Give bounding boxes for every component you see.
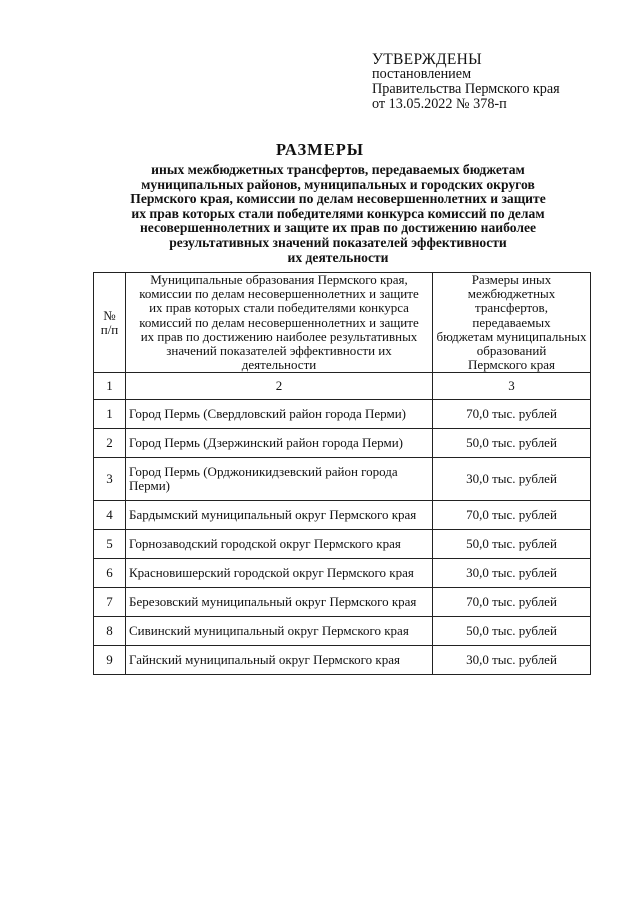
subtitle-line: несовершеннолетних и защите их прав по достижению наиболее: [139, 220, 537, 236]
table-header-row: [94, 273, 591, 373]
row-number: 3: [94, 458, 126, 501]
column-number: 2: [126, 373, 433, 400]
approval-block: [372, 52, 634, 112]
transfer-amount: 30,0 тыс. рублей: [433, 646, 591, 675]
header-amount: Размеры иных межбюджетных трансфертов, передаваемых бюджетам муниципальных образований Пермского края: [433, 273, 591, 373]
column-number: 1: [94, 373, 126, 400]
municipality-name: Бардымский муниципальный округ Пермского края: [126, 501, 433, 530]
approval-heading: УТВЕРЖДЕНЫ: [372, 51, 482, 68]
column-number: 3: [433, 373, 591, 400]
approval-date: от 13.05.2022 № 378-п: [372, 96, 507, 112]
row-number: 7: [94, 588, 126, 617]
row-number: 6: [94, 559, 126, 588]
table-row: [94, 646, 591, 675]
subtitle-line: иных межбюджетных трансфертов, передаваемых бюджетам: [151, 162, 525, 177]
table-row: [94, 429, 591, 458]
municipality-name: Горнозаводский городской округ Пермского края: [126, 530, 433, 559]
municipality-name: Город Пермь (Свердловский район города Перми): [126, 400, 433, 429]
municipality-name: Сивинский муниципальный округ Пермского края: [126, 617, 433, 646]
subtitle-line: их прав которых стали победителями конкурса комиссий по делам: [131, 205, 545, 221]
row-number: 2: [94, 429, 126, 458]
table-row: [94, 400, 591, 429]
column-number-row: [94, 373, 591, 400]
transfer-amount: 50,0 тыс. рублей: [433, 617, 591, 646]
municipality-name: Березовский муниципальный округ Пермского края: [126, 588, 433, 617]
transfer-amount: 50,0 тыс. рублей: [433, 530, 591, 559]
subtitle-line: их деятельности: [287, 249, 389, 265]
transfer-amount: 70,0 тыс. рублей: [433, 400, 591, 429]
municipality-name: Город Пермь (Дзержинский район города Перми): [126, 429, 433, 458]
municipality-name: Гайнский муниципальный округ Пермского края: [126, 646, 433, 675]
row-number: 9: [94, 646, 126, 675]
subtitle-line: результативных значений показателей эффективности: [169, 234, 507, 250]
transfers-table: [93, 272, 591, 675]
row-number: 1: [94, 400, 126, 429]
transfer-amount: 70,0 тыс. рублей: [433, 588, 591, 617]
row-number: 8: [94, 617, 126, 646]
header-number: № п/п: [94, 273, 126, 373]
subtitle-line: муниципальных районов, муниципальных и городских округов: [141, 176, 535, 192]
document-title: РАЗМЕРЫ: [275, 140, 365, 159]
table-row: [94, 588, 591, 617]
approval-line: Правительства Пермского края: [372, 81, 560, 97]
document-subtitle: [88, 163, 588, 265]
table-row: [94, 501, 591, 530]
header-municipality: Муниципальные образования Пермского края, комиссии по делам несовершеннолетних и защите их прав которых стали победителями конкурса комиссий по делам несовершеннолетних и защите их прав по достижению наиболее результативных значений показателей эффективности их деятельности: [126, 273, 433, 373]
table-row: [94, 458, 591, 501]
transfer-amount: 50,0 тыс. рублей: [433, 429, 591, 458]
municipality-name: Город Пермь (Орджоникидзевский район города Перми): [126, 458, 433, 501]
row-number: 4: [94, 501, 126, 530]
row-number: 5: [94, 530, 126, 559]
table-row: [94, 559, 591, 588]
municipality-name: Красновишерский городской округ Пермского края: [126, 559, 433, 588]
subtitle-line: Пермского края, комиссии по делам несовершеннолетних и защите: [130, 191, 546, 207]
transfer-amount: 70,0 тыс. рублей: [433, 501, 591, 530]
transfer-amount: 30,0 тыс. рублей: [433, 559, 591, 588]
table-row: [94, 530, 591, 559]
table-row: [94, 617, 591, 646]
transfer-amount: 30,0 тыс. рублей: [433, 458, 591, 501]
approval-line: постановлением: [372, 66, 472, 82]
